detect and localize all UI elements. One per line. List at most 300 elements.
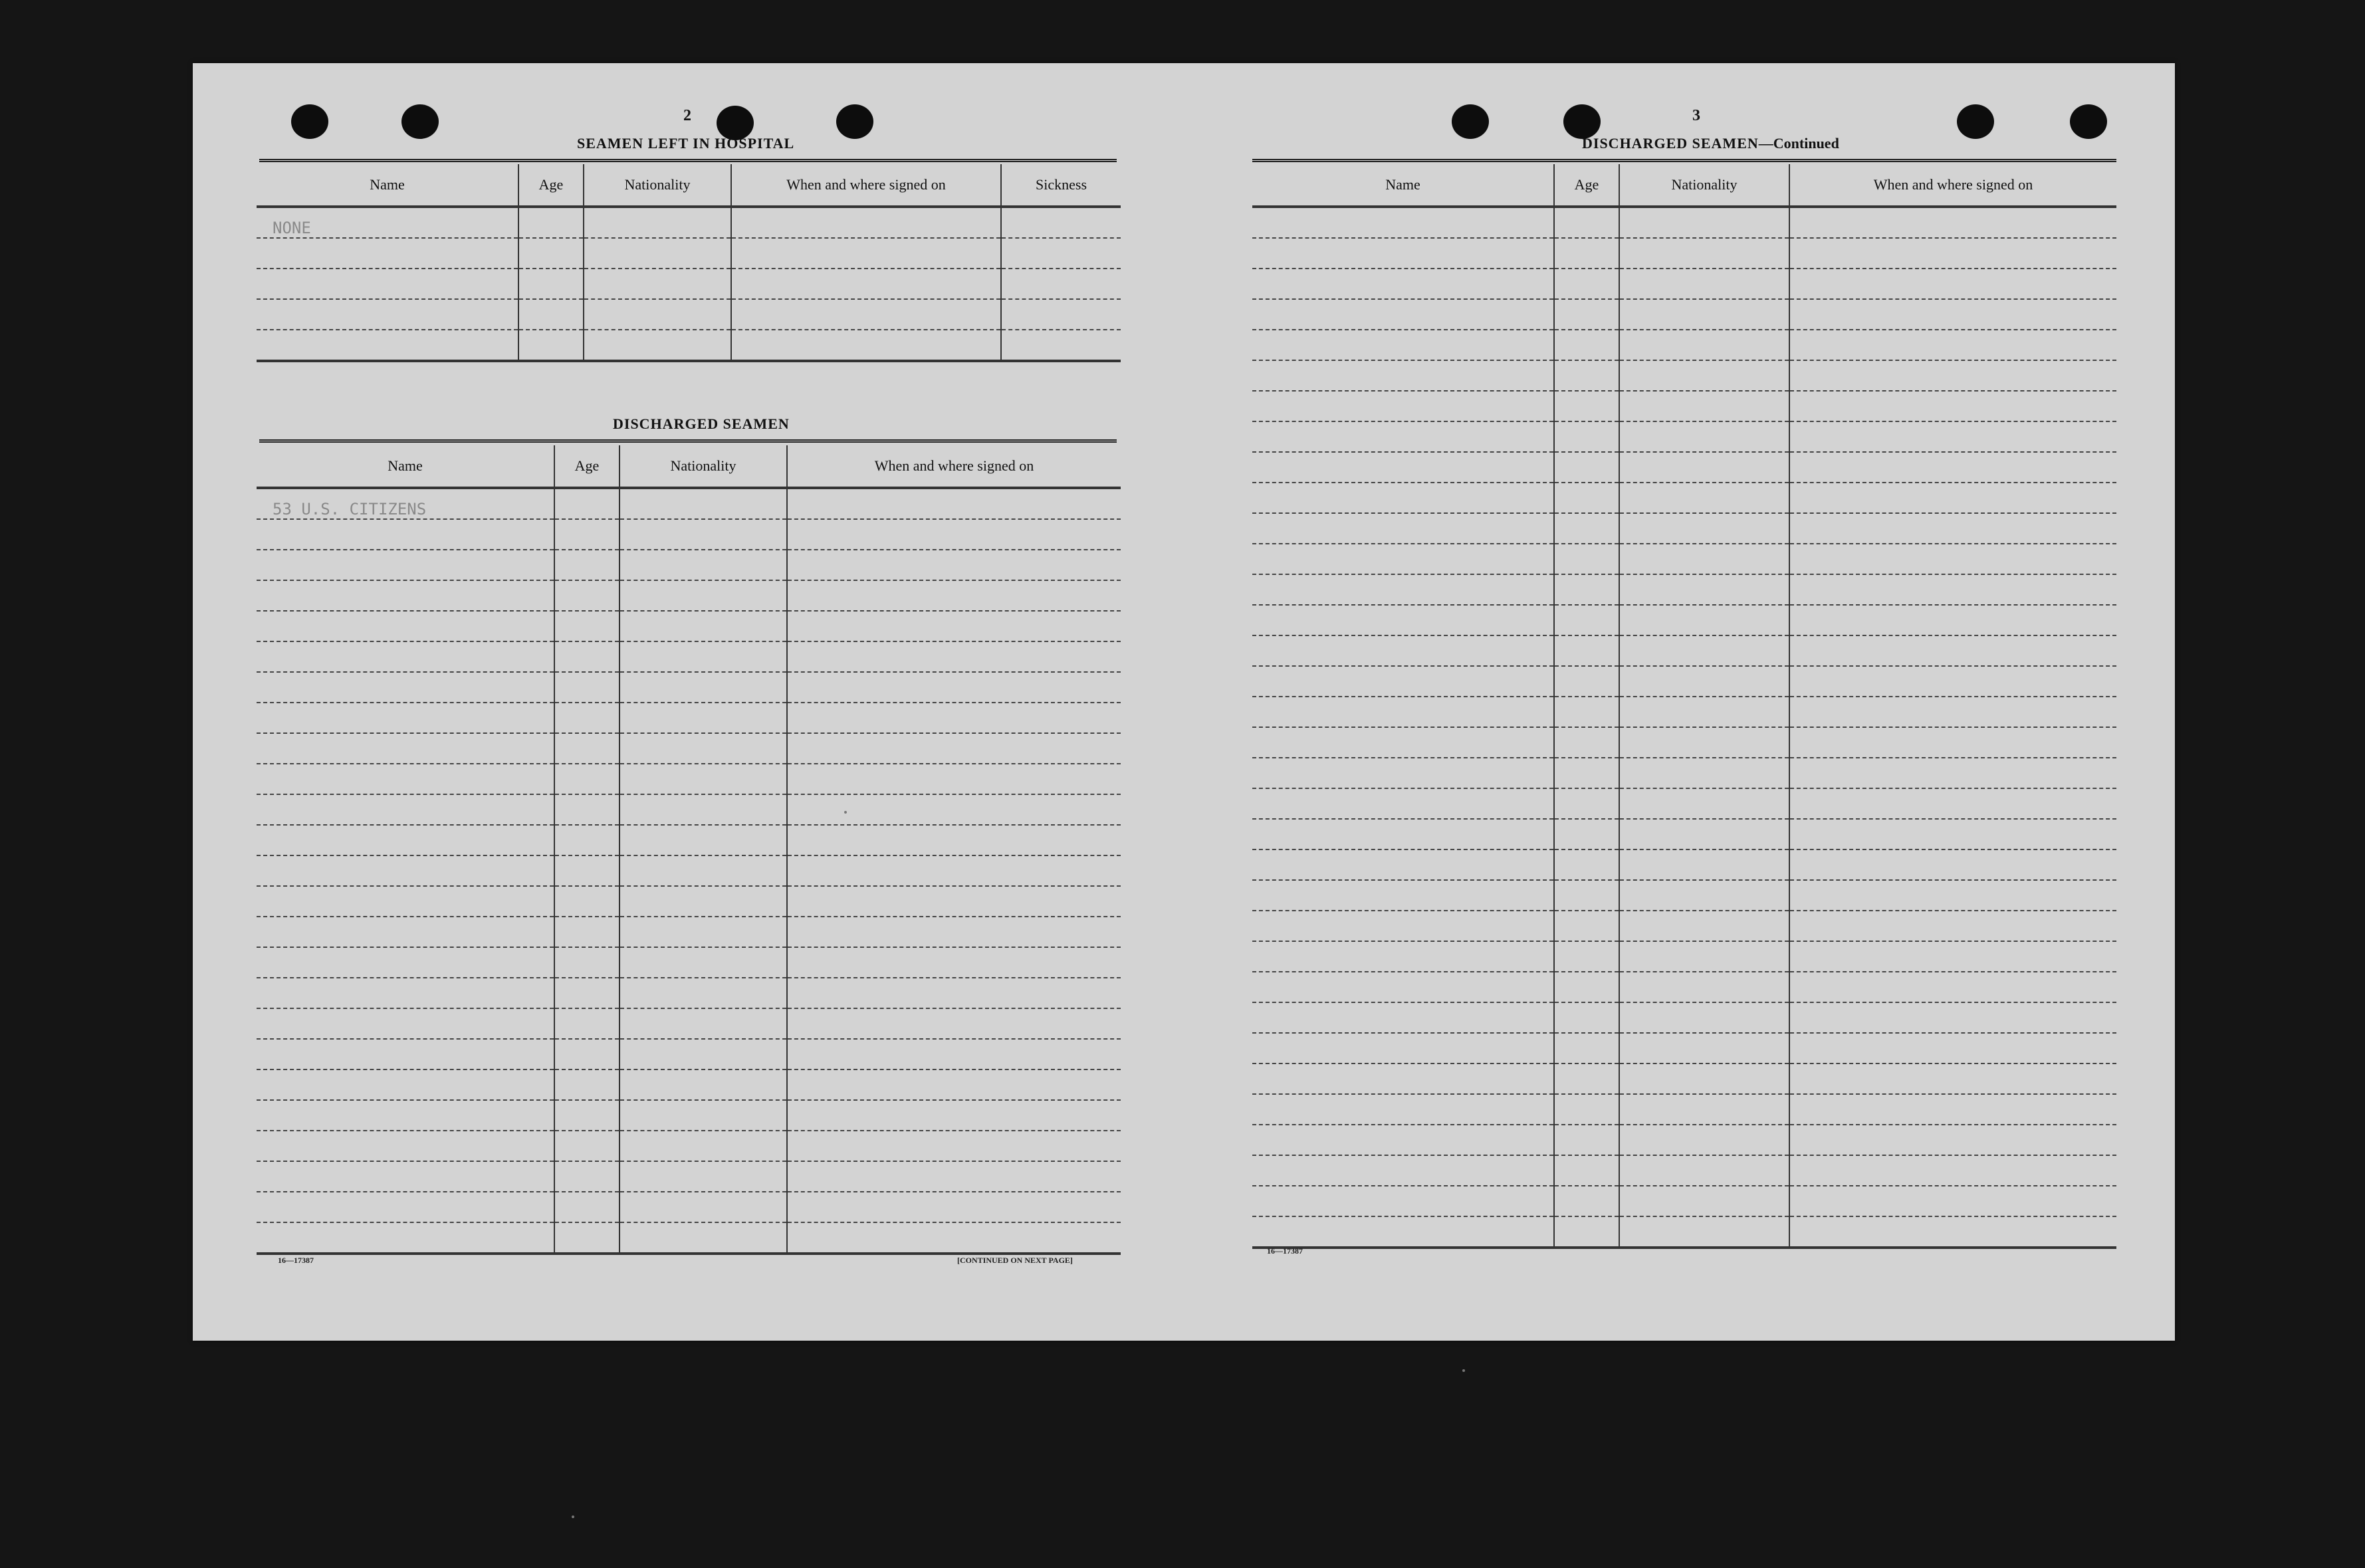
table-cell bbox=[257, 978, 554, 1008]
table-cell bbox=[1789, 269, 2116, 299]
binder-hole bbox=[2070, 104, 2107, 139]
table-cell bbox=[1619, 513, 1789, 544]
table-cell bbox=[554, 550, 619, 580]
table-cell bbox=[1252, 360, 1554, 391]
table-cell bbox=[619, 672, 787, 703]
table-cell bbox=[1619, 727, 1789, 758]
table-row bbox=[1252, 911, 2116, 941]
table-row bbox=[257, 1161, 1121, 1192]
table-cell bbox=[787, 550, 1121, 580]
table-cell bbox=[1554, 1064, 1619, 1094]
column-header: Age bbox=[518, 164, 584, 207]
table-row bbox=[1252, 483, 2116, 513]
table-cell bbox=[1554, 972, 1619, 1002]
table-cell bbox=[1789, 1155, 2116, 1186]
table-row bbox=[257, 917, 1121, 947]
table-row bbox=[257, 299, 1121, 330]
table-cell bbox=[1554, 849, 1619, 880]
binder-hole bbox=[291, 104, 328, 139]
table-cell bbox=[257, 519, 554, 550]
table-cell bbox=[1554, 330, 1619, 360]
table-row bbox=[1252, 544, 2116, 574]
column-header: When and where signed on bbox=[1789, 164, 2116, 207]
table-cell bbox=[1252, 269, 1554, 299]
table-cell bbox=[787, 978, 1121, 1008]
table-cell bbox=[1252, 238, 1554, 269]
table-row bbox=[257, 641, 1121, 672]
table-cell bbox=[1252, 788, 1554, 819]
table-row bbox=[257, 764, 1121, 794]
table-cell bbox=[518, 207, 584, 238]
table-cell bbox=[257, 703, 554, 733]
table-cell bbox=[787, 1192, 1121, 1222]
table-row bbox=[257, 1131, 1121, 1161]
table-cell bbox=[554, 794, 619, 825]
table-cell bbox=[1252, 1125, 1554, 1155]
table-cell bbox=[554, 855, 619, 886]
table-cell bbox=[1789, 849, 2116, 880]
column-header: When and where signed on bbox=[787, 445, 1121, 488]
table-cell bbox=[554, 1131, 619, 1161]
table-cell bbox=[1252, 483, 1554, 513]
table-cell bbox=[1619, 758, 1789, 788]
table-row bbox=[257, 519, 1121, 550]
table-row bbox=[257, 1192, 1121, 1222]
table-row bbox=[257, 550, 1121, 580]
table-cell bbox=[1789, 880, 2116, 911]
table-cell bbox=[619, 733, 787, 764]
table-cell bbox=[257, 641, 554, 672]
table-cell bbox=[619, 1008, 787, 1039]
table-cell bbox=[619, 519, 787, 550]
table-cell bbox=[1252, 207, 1554, 238]
table-cell bbox=[1252, 911, 1554, 941]
hospital-section-title: SEAMEN LEFT IN HOSPITAL bbox=[577, 135, 795, 152]
table-cell bbox=[1619, 299, 1789, 330]
table-cell bbox=[619, 641, 787, 672]
title-rule bbox=[259, 439, 1117, 443]
table-cell bbox=[1554, 360, 1619, 391]
table-row bbox=[257, 947, 1121, 978]
table-cell bbox=[1554, 513, 1619, 544]
table-row bbox=[1252, 1155, 2116, 1186]
table-row bbox=[1252, 880, 2116, 911]
table-row bbox=[257, 733, 1121, 764]
table-cell bbox=[1252, 452, 1554, 483]
table-cell bbox=[1789, 911, 2116, 941]
form-number: 16—17387 bbox=[278, 1256, 314, 1265]
table-cell bbox=[1619, 238, 1789, 269]
table-cell bbox=[1554, 1125, 1619, 1155]
table-cell bbox=[554, 1039, 619, 1069]
table-cell bbox=[1554, 941, 1619, 972]
table-cell bbox=[1554, 727, 1619, 758]
table-cell: 53 U.S. CITIZENS bbox=[257, 488, 554, 519]
table-cell bbox=[619, 550, 787, 580]
table-row bbox=[257, 825, 1121, 855]
page-number: 3 bbox=[1692, 107, 1700, 124]
table-cell bbox=[1001, 238, 1121, 269]
table-cell bbox=[619, 1161, 787, 1192]
table-row bbox=[1252, 758, 2116, 788]
table-cell bbox=[1252, 666, 1554, 697]
table-cell bbox=[787, 886, 1121, 917]
binder-hole bbox=[1452, 104, 1489, 139]
table-cell bbox=[1619, 421, 1789, 452]
table-cell bbox=[257, 1131, 554, 1161]
table-cell bbox=[1789, 391, 2116, 421]
table-cell bbox=[1252, 697, 1554, 727]
table-cell bbox=[1789, 238, 2116, 269]
table-row bbox=[1252, 299, 2116, 330]
table-cell bbox=[1619, 880, 1789, 911]
table-row bbox=[1252, 1094, 2116, 1125]
table-row bbox=[257, 978, 1121, 1008]
table-row bbox=[257, 1100, 1121, 1131]
table-row bbox=[1252, 574, 2116, 605]
title-main: DISCHARGED SEAMEN bbox=[1582, 135, 1759, 152]
table-cell bbox=[1554, 605, 1619, 635]
table-cell bbox=[554, 519, 619, 550]
table-cell bbox=[554, 1222, 619, 1254]
table-cell bbox=[1554, 207, 1619, 238]
table-row bbox=[257, 672, 1121, 703]
table-cell bbox=[1619, 574, 1789, 605]
table-cell bbox=[731, 238, 1001, 269]
table-cell bbox=[1619, 1125, 1789, 1155]
table-cell bbox=[257, 550, 554, 580]
table-cell bbox=[1554, 758, 1619, 788]
table-cell bbox=[787, 917, 1121, 947]
table-cell bbox=[619, 886, 787, 917]
table-cell bbox=[787, 1100, 1121, 1131]
table-cell bbox=[1252, 972, 1554, 1002]
table-row bbox=[257, 855, 1121, 886]
table-cell bbox=[619, 488, 787, 519]
table-cell bbox=[787, 855, 1121, 886]
table-row bbox=[257, 1069, 1121, 1100]
table-row bbox=[257, 794, 1121, 825]
table-cell bbox=[1619, 360, 1789, 391]
table-cell bbox=[1619, 819, 1789, 849]
table-cell bbox=[257, 1222, 554, 1254]
table-cell bbox=[554, 764, 619, 794]
table-row bbox=[1252, 1186, 2116, 1216]
table-cell bbox=[1789, 1094, 2116, 1125]
table-cell bbox=[554, 1100, 619, 1131]
table-cell bbox=[1252, 1094, 1554, 1125]
table-cell bbox=[1619, 1186, 1789, 1216]
table-cell bbox=[787, 1008, 1121, 1039]
table-cell bbox=[257, 764, 554, 794]
table-cell bbox=[1554, 299, 1619, 330]
table-cell bbox=[1789, 972, 2116, 1002]
table-cell bbox=[787, 641, 1121, 672]
table-row bbox=[257, 1039, 1121, 1069]
table-cell bbox=[619, 764, 787, 794]
table-row bbox=[1252, 330, 2116, 360]
column-header: Sickness bbox=[1001, 164, 1121, 207]
table-cell bbox=[1789, 666, 2116, 697]
table-cell bbox=[1554, 544, 1619, 574]
table-cell bbox=[619, 580, 787, 611]
table-cell bbox=[1252, 1064, 1554, 1094]
table-cell bbox=[1619, 1155, 1789, 1186]
table-row bbox=[1252, 941, 2116, 972]
form-number: 16—17387 bbox=[1267, 1246, 1303, 1256]
table-cell bbox=[1001, 207, 1121, 238]
table-cell bbox=[619, 1222, 787, 1254]
table-cell bbox=[257, 1161, 554, 1192]
right-page bbox=[1230, 63, 2175, 1341]
table-cell bbox=[518, 330, 584, 361]
table-cell bbox=[554, 886, 619, 917]
table-cell bbox=[1252, 849, 1554, 880]
table-cell bbox=[1001, 269, 1121, 299]
title-rule bbox=[259, 159, 1117, 162]
table-cell bbox=[1554, 788, 1619, 819]
table-cell bbox=[1619, 697, 1789, 727]
table-cell bbox=[1554, 1216, 1619, 1248]
table-row bbox=[1252, 972, 2116, 1002]
table-cell bbox=[257, 299, 518, 330]
table-cell bbox=[1619, 605, 1789, 635]
table-cell bbox=[619, 611, 787, 641]
table-cell bbox=[619, 947, 787, 978]
table-cell bbox=[1252, 635, 1554, 666]
table-row bbox=[257, 269, 1121, 299]
table-row bbox=[1252, 1002, 2116, 1033]
table-row bbox=[1252, 1064, 2116, 1094]
table-cell bbox=[1789, 819, 2116, 849]
table-cell bbox=[619, 794, 787, 825]
table-cell bbox=[257, 1100, 554, 1131]
table-cell bbox=[554, 947, 619, 978]
table-cell bbox=[518, 238, 584, 269]
table-cell bbox=[1789, 513, 2116, 544]
table-cell bbox=[1252, 1186, 1554, 1216]
table-cell bbox=[1789, 483, 2116, 513]
table-cell bbox=[787, 733, 1121, 764]
table-cell: NONE bbox=[257, 207, 518, 238]
table-cell bbox=[1252, 391, 1554, 421]
table-cell bbox=[554, 672, 619, 703]
column-header: Nationality bbox=[1619, 164, 1789, 207]
table-cell bbox=[1789, 1002, 2116, 1033]
table-cell bbox=[787, 580, 1121, 611]
table-row bbox=[257, 207, 1121, 238]
table-row bbox=[1252, 788, 2116, 819]
table-cell bbox=[257, 733, 554, 764]
table-cell bbox=[1252, 330, 1554, 360]
table-row bbox=[1252, 819, 2116, 849]
column-header: Age bbox=[554, 445, 619, 488]
table-cell bbox=[554, 703, 619, 733]
table-cell bbox=[787, 794, 1121, 825]
title-suffix: —Continued bbox=[1758, 135, 1839, 152]
table-cell bbox=[1554, 1002, 1619, 1033]
dust-speck bbox=[572, 1515, 574, 1518]
table-cell bbox=[619, 703, 787, 733]
table-cell bbox=[1252, 421, 1554, 452]
table-cell bbox=[731, 299, 1001, 330]
table-cell bbox=[1789, 788, 2116, 819]
table-cell bbox=[1619, 452, 1789, 483]
table-cell bbox=[1619, 849, 1789, 880]
table-cell bbox=[257, 238, 518, 269]
table-row bbox=[1252, 513, 2116, 544]
table-cell bbox=[619, 978, 787, 1008]
table-cell bbox=[1789, 544, 2116, 574]
table-cell bbox=[731, 269, 1001, 299]
table-cell bbox=[1619, 1094, 1789, 1125]
table-cell bbox=[584, 238, 731, 269]
table-row bbox=[1252, 269, 2116, 299]
table-cell bbox=[584, 269, 731, 299]
table-row bbox=[257, 703, 1121, 733]
table-cell bbox=[1789, 1064, 2116, 1094]
table-cell bbox=[584, 299, 731, 330]
table-cell bbox=[257, 886, 554, 917]
table-cell bbox=[554, 733, 619, 764]
table-cell bbox=[554, 641, 619, 672]
table-cell bbox=[787, 1039, 1121, 1069]
table-cell bbox=[1554, 635, 1619, 666]
table-cell bbox=[1619, 972, 1789, 1002]
table-cell bbox=[787, 1131, 1121, 1161]
table-cell bbox=[1252, 1002, 1554, 1033]
table-cell bbox=[1619, 544, 1789, 574]
table-row bbox=[1252, 1033, 2116, 1064]
table-row bbox=[257, 580, 1121, 611]
table-cell bbox=[257, 947, 554, 978]
table-cell bbox=[1252, 880, 1554, 911]
table-cell bbox=[731, 330, 1001, 361]
table-cell bbox=[1619, 391, 1789, 421]
table-cell bbox=[1001, 299, 1121, 330]
table-cell bbox=[554, 1069, 619, 1100]
table-cell bbox=[554, 917, 619, 947]
table-row bbox=[1252, 452, 2116, 483]
table-cell bbox=[257, 330, 518, 361]
table-cell bbox=[1789, 697, 2116, 727]
table-cell bbox=[1619, 911, 1789, 941]
table-row bbox=[1252, 421, 2116, 452]
binder-hole bbox=[401, 104, 439, 139]
scanned-form-sheet bbox=[193, 63, 2175, 1341]
column-header: Name bbox=[1252, 164, 1554, 207]
table-cell bbox=[1789, 727, 2116, 758]
table-cell bbox=[1619, 269, 1789, 299]
table-cell bbox=[1252, 299, 1554, 330]
table-cell bbox=[787, 764, 1121, 794]
table-cell bbox=[1619, 635, 1789, 666]
table-row bbox=[1252, 605, 2116, 635]
table-cell bbox=[1554, 697, 1619, 727]
table-cell bbox=[554, 611, 619, 641]
table-row bbox=[1252, 1125, 2116, 1155]
table-cell bbox=[1554, 421, 1619, 452]
table-cell bbox=[584, 207, 731, 238]
table-cell bbox=[1789, 1186, 2116, 1216]
table-cell bbox=[1252, 1155, 1554, 1186]
table-cell bbox=[731, 207, 1001, 238]
table-cell bbox=[787, 1161, 1121, 1192]
table-cell bbox=[1554, 483, 1619, 513]
table-cell bbox=[1789, 299, 2116, 330]
binder-hole bbox=[1563, 104, 1601, 139]
table-cell bbox=[619, 1131, 787, 1161]
column-header: Age bbox=[1554, 164, 1619, 207]
table-cell bbox=[1789, 941, 2116, 972]
table-cell bbox=[1252, 574, 1554, 605]
table-cell bbox=[1252, 513, 1554, 544]
table-cell bbox=[1789, 452, 2116, 483]
table-row bbox=[1252, 727, 2116, 758]
table-cell bbox=[1619, 207, 1789, 238]
table-cell bbox=[554, 580, 619, 611]
discharged-continued-title bbox=[1582, 135, 1839, 152]
table-cell bbox=[1619, 666, 1789, 697]
dust-speck bbox=[844, 811, 847, 814]
table-row bbox=[1252, 635, 2116, 666]
discharged-section-title: DISCHARGED SEAMEN bbox=[613, 415, 790, 432]
table-cell bbox=[1619, 941, 1789, 972]
table-row bbox=[1252, 207, 2116, 238]
table-cell bbox=[1789, 1125, 2116, 1155]
table-row bbox=[1252, 238, 2116, 269]
table-row bbox=[1252, 1216, 2116, 1248]
table-cell bbox=[619, 1039, 787, 1069]
table-row bbox=[1252, 360, 2116, 391]
table-cell bbox=[1554, 238, 1619, 269]
table-cell bbox=[1554, 391, 1619, 421]
table-cell bbox=[1554, 880, 1619, 911]
table-cell bbox=[619, 825, 787, 855]
table-cell bbox=[257, 672, 554, 703]
table-cell bbox=[257, 1039, 554, 1069]
table-cell bbox=[257, 580, 554, 611]
table-cell bbox=[1619, 1064, 1789, 1094]
table-cell bbox=[619, 1100, 787, 1131]
continued-note: [CONTINUED ON NEXT PAGE] bbox=[957, 1256, 1073, 1265]
title-rule bbox=[1252, 159, 2116, 162]
table-cell bbox=[1554, 452, 1619, 483]
table-cell bbox=[1789, 360, 2116, 391]
table-cell bbox=[554, 488, 619, 519]
table-row bbox=[1252, 391, 2116, 421]
table-cell bbox=[787, 519, 1121, 550]
table-cell bbox=[1554, 1033, 1619, 1064]
table-cell bbox=[1554, 1094, 1619, 1125]
column-header: Nationality bbox=[584, 164, 731, 207]
table-row bbox=[257, 488, 1121, 519]
table-cell bbox=[1554, 911, 1619, 941]
table-cell bbox=[1789, 574, 2116, 605]
table-row bbox=[257, 238, 1121, 269]
table-cell bbox=[257, 825, 554, 855]
dust-speck bbox=[1462, 1369, 1465, 1372]
table-cell bbox=[1789, 1033, 2116, 1064]
table-cell bbox=[1554, 1155, 1619, 1186]
table-row bbox=[1252, 849, 2116, 880]
table-cell bbox=[1554, 819, 1619, 849]
table-cell bbox=[787, 703, 1121, 733]
table-cell bbox=[1789, 207, 2116, 238]
table-cell bbox=[1619, 330, 1789, 360]
table-cell bbox=[554, 825, 619, 855]
table-cell bbox=[787, 488, 1121, 519]
